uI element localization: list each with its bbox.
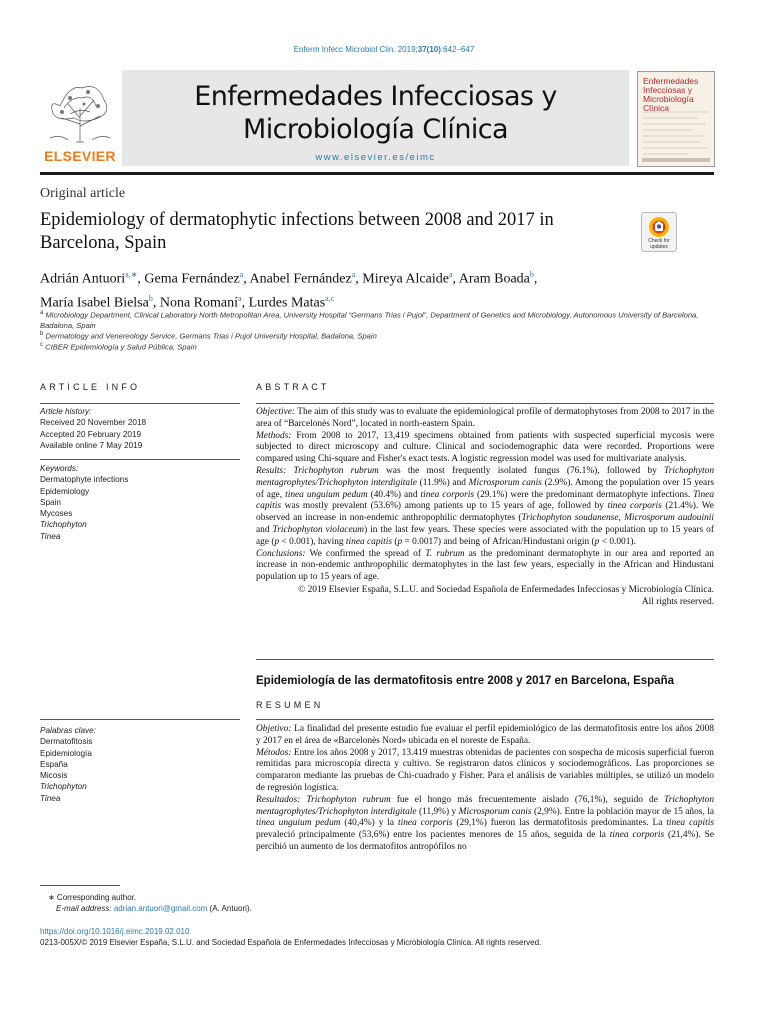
- citation-volume: 37: [417, 45, 427, 54]
- results-text: Trichophyton rubrum was the most frequently isolated fungus (76.1%), followed by Trichophyton mentagrophytes/Trichophyton interdigitale (11.9%) and Microsporum canis (2.9%). Among the population over 15 years of age, tinea unguium pedum (40.4%) and tinea corporis (29.1%) were the predominant dermatophyte infections. Tinea capitis was mostly prevalent (53.6%) among patients up to 15 years of age, followed by tinea corporis (21.4%). We observed an increase in non-endemic anthropophilic dermatophytes (Trichophyton soudanense, Microsporum audouinii and Trichophyton violaceum) in the last few years. These species were associated with the population up to 15 years of age (p < 0.001), having tinea capitis (p = 0.0017) and being of African/Hindustani origin (p < 0.001).: [256, 465, 715, 547]
- history-received: Received 20 November 2018: [40, 418, 147, 428]
- palabra: Epidemiología: [40, 748, 92, 758]
- keywords-label: Keywords:: [40, 464, 79, 473]
- metodos-text: Entre los años 2008 y 2017, 13.419 muestras obtenidas de pacientes con sospecha de micosis superficial fueron remitidas para microscopía directa y cultivo. Se registraron datos clínicos y sociodemográficos. Las proporciones se compararon mediante las pruebas de Chi-cuadrado y Fisher. Para el análisis de variables múltiples, se utilizó un modelo de regresión logística.: [256, 747, 714, 793]
- divider: [256, 403, 714, 404]
- divider: [40, 719, 240, 720]
- article-type: Original article: [40, 186, 126, 201]
- palabras-label: Palabras clave:: [40, 726, 96, 735]
- email-label: E-mail address:: [56, 904, 112, 913]
- keyword: Spain: [40, 497, 61, 507]
- journal-url-link[interactable]: www.elsevier.es/eimc: [315, 152, 436, 163]
- abstract-objective: [256, 407, 714, 431]
- history-accepted: Accepted 20 February 2019: [40, 429, 142, 439]
- author-affil-sup[interactable]: a: [351, 270, 356, 279]
- divider: [40, 459, 240, 460]
- author-name[interactable]: Anabel Fernández: [249, 271, 352, 287]
- palabra: Tinea: [40, 793, 61, 803]
- citation-journal: Enferm Infecc Microbiol Clin. 2019;: [293, 45, 418, 54]
- citation-issue: (10): [426, 45, 441, 54]
- methods-text: From 2008 to 2017, 13,419 specimens obtained from patients with suspected superficial mycosis were subjected to direct microscopy and culture. Clinical and sociodemographic data were recorded. Proportions were compared using Chi-square and Fisher's exact tests. A logistic regression model was used for multivariate analysis.: [256, 430, 714, 465]
- issn-copyright: 0213-005X/© 2019 Elsevier España, S.L.U. and Sociedad Española de Enfermedades Infecciosas y Microbiología Clínica. All rights reserved.: [40, 938, 542, 947]
- history-online: Available online 7 May 2019: [40, 440, 143, 450]
- conclusions-text: We confirmed the spread of T. rubrum as the predominant dermatophyte in our area and reported an increase in non-endemic anthropophilic dermatophytes in the last few years, especially in the African and Hindustani population up to 15 years of age.: [256, 548, 715, 583]
- author-affil-sup[interactable]: a: [239, 270, 244, 279]
- resultados-text: Trichophyton rubrum fue el hongo más frecuentemente aislado (76,1%), seguido de Trichophyton mentagrophytes/Trichophyton interdigitale (11,9%) y Microsporum canis (2,9%). Entre la población mayor de 15 años, la tinea unguium pedum (40,4%) y la tinea corporis (29,1%) fueron las dermatofitosis predominantes. La tinea capitis prevaleció principalmente (53,6%) entre los pacientes menores de 15 años, seguida de la tinea corporis (21,4%). Se percibió un aumento de los dermatofitos antropófilos no: [256, 794, 714, 852]
- author-list: Adrián Antuori$^{a,∗}$, Gema Fernández$^a$, Anabel Fernández$^a$, Mireya Alcaide$^a$, Aram Boada$^b$, María Isabel Bielsa$^b$, Nona Romaní$^a$, Lurdes Matas$^{a,c}$: [40, 270, 538, 311]
- keyword: Dermatophyte infections: [40, 475, 129, 485]
- palabras-clave: [40, 725, 96, 804]
- journal-title: [122, 80, 629, 146]
- journal-title-line2: Microbiología Clínica: [243, 114, 508, 145]
- affiliation: [40, 308, 714, 332]
- objective-text: The aim of this study was to evaluate the epidemiological profile of dermatophytoses from 2008 to 2017 in the area of “Barcelonès Nord”, located in north-eastern Spain.: [256, 407, 714, 429]
- keyword: Trichophyton: [40, 520, 87, 530]
- check-for-updates-badge[interactable]: [641, 212, 677, 252]
- cover-title: Enfermedades Infecciosas y Microbiología Clínica: [643, 76, 699, 113]
- objective-label: Objective:: [256, 407, 296, 417]
- author-name[interactable]: Lurdes Matas: [248, 295, 326, 311]
- author-affil-sup[interactable]: a,c: [325, 293, 335, 303]
- doi-link[interactable]: https://doi.org/10.1016/j.eimc.2019.02.010: [40, 927, 190, 936]
- article-history: [40, 406, 146, 451]
- palabra: Dermatofitosis: [40, 737, 93, 747]
- badge-label: Check for updates: [648, 238, 670, 250]
- resumen-objetivo: [256, 724, 714, 748]
- author-name[interactable]: Nona Romaní: [159, 295, 239, 311]
- affiliation: [40, 340, 714, 353]
- keyword: Mycoses: [40, 509, 73, 519]
- author-name[interactable]: María Isabel Bielsa: [40, 295, 149, 311]
- author-affil-sup[interactable]: a: [238, 293, 242, 303]
- resumen-title: Epidemiología de las dermatofitosis entre 2008 y 2017 en Barcelona, España: [256, 675, 674, 687]
- abstract-methods: [256, 431, 714, 466]
- abstract-conclusions: [256, 549, 714, 584]
- author-name[interactable]: Aram Boada: [458, 271, 530, 287]
- objetivo-label: Objetivo:: [256, 724, 292, 734]
- affiliation-sup: a: [40, 310, 44, 316]
- keywords: [40, 463, 128, 542]
- email-link[interactable]: adrian.antuori@gmail.com: [113, 904, 208, 913]
- author-name[interactable]: Adrián Antuori: [40, 271, 126, 287]
- metodos-label: Métodos:: [256, 747, 292, 758]
- affiliation-sup: c: [40, 342, 43, 348]
- affiliation-text: Microbiology Department, Clinical Laboratory North Metropolitan Area, University Hospital “Germans Trias i Pujol”, Department of Genetics and Microbiology, Autonomous University of Barcelona, Badalona, Spain: [40, 310, 699, 331]
- citation-pages: :642–647: [440, 45, 475, 54]
- abstract-body: [256, 407, 714, 609]
- methods-label: Methods:: [256, 430, 292, 441]
- results-label: Results:: [256, 465, 287, 476]
- abstract-copyright: © 2019 Elsevier España, S.L.U. and Sociedad Española de Enfermedades Infecciosas y Microbiología Clínica. All rights reserved.: [298, 584, 714, 607]
- article-title: Epidemiology of dermatophytic infections between 2008 and 2017 in Barcelona, Spain: [40, 210, 554, 253]
- journal-citation[interactable]: [0, 45, 768, 54]
- email-line: [40, 903, 252, 914]
- journal-title-line1: Enfermedades Infecciosas y: [194, 81, 557, 112]
- palabra: Trichophyton: [40, 782, 87, 792]
- resumen-resultados: [256, 795, 714, 854]
- footnote-rule: [40, 885, 120, 886]
- abstract-heading: ABSTRACT: [256, 382, 330, 392]
- resumen-metodos: [256, 748, 714, 795]
- affiliation-text: CIBER Epidemiología y Salud Pública, Spain: [45, 342, 197, 352]
- keyword: Epidemiology: [40, 486, 90, 496]
- affiliation-text: Dermatology and Venereology Service, Germans Trias i Pujol University Hospital, Badalona, Spain: [45, 331, 377, 341]
- keyword: Tinea: [40, 531, 61, 541]
- divider: [40, 403, 240, 404]
- author-name[interactable]: Gema Fernández: [144, 271, 240, 287]
- article-info-heading: ARTICLE INFO: [40, 382, 141, 392]
- abstract-results: [256, 466, 714, 549]
- email-name: (A. Antuori).: [209, 904, 252, 913]
- author-name[interactable]: Mireya Alcaide: [362, 271, 449, 287]
- history-label: Article history:: [40, 407, 92, 416]
- conclusions-label: Conclusions:: [256, 548, 306, 559]
- divider: [256, 659, 714, 660]
- author-affil-sup[interactable]: b: [148, 293, 153, 303]
- corresponding-author: ∗ Corresponding author.: [48, 893, 137, 902]
- resumen-heading: RESUMEN: [256, 700, 324, 710]
- palabra: Micosis: [40, 771, 68, 781]
- objetivo-text: La finalidad del presente estudio fue evaluar el perfil epidemiológico de las dermatofitosis entre los años 2008 y 2017 en el área de «Barcelonès Nord» ubicada en el noreste de España.: [256, 724, 714, 746]
- author-affil-sup[interactable]: a: [448, 270, 453, 279]
- palabra: España: [40, 759, 68, 769]
- affiliation-sup: b: [40, 331, 44, 337]
- resultados-label: Resultados:: [256, 794, 301, 805]
- author-affil-sup[interactable]: b: [529, 270, 534, 279]
- divider: [256, 719, 714, 720]
- journal-cover-thumbnail[interactable]: [637, 71, 715, 167]
- header-rule: [40, 172, 714, 175]
- elsevier-wordmark: ELSEVIER: [44, 148, 116, 164]
- author-affil-sup[interactable]: a,∗: [125, 270, 138, 279]
- resumen-body: [256, 724, 714, 864]
